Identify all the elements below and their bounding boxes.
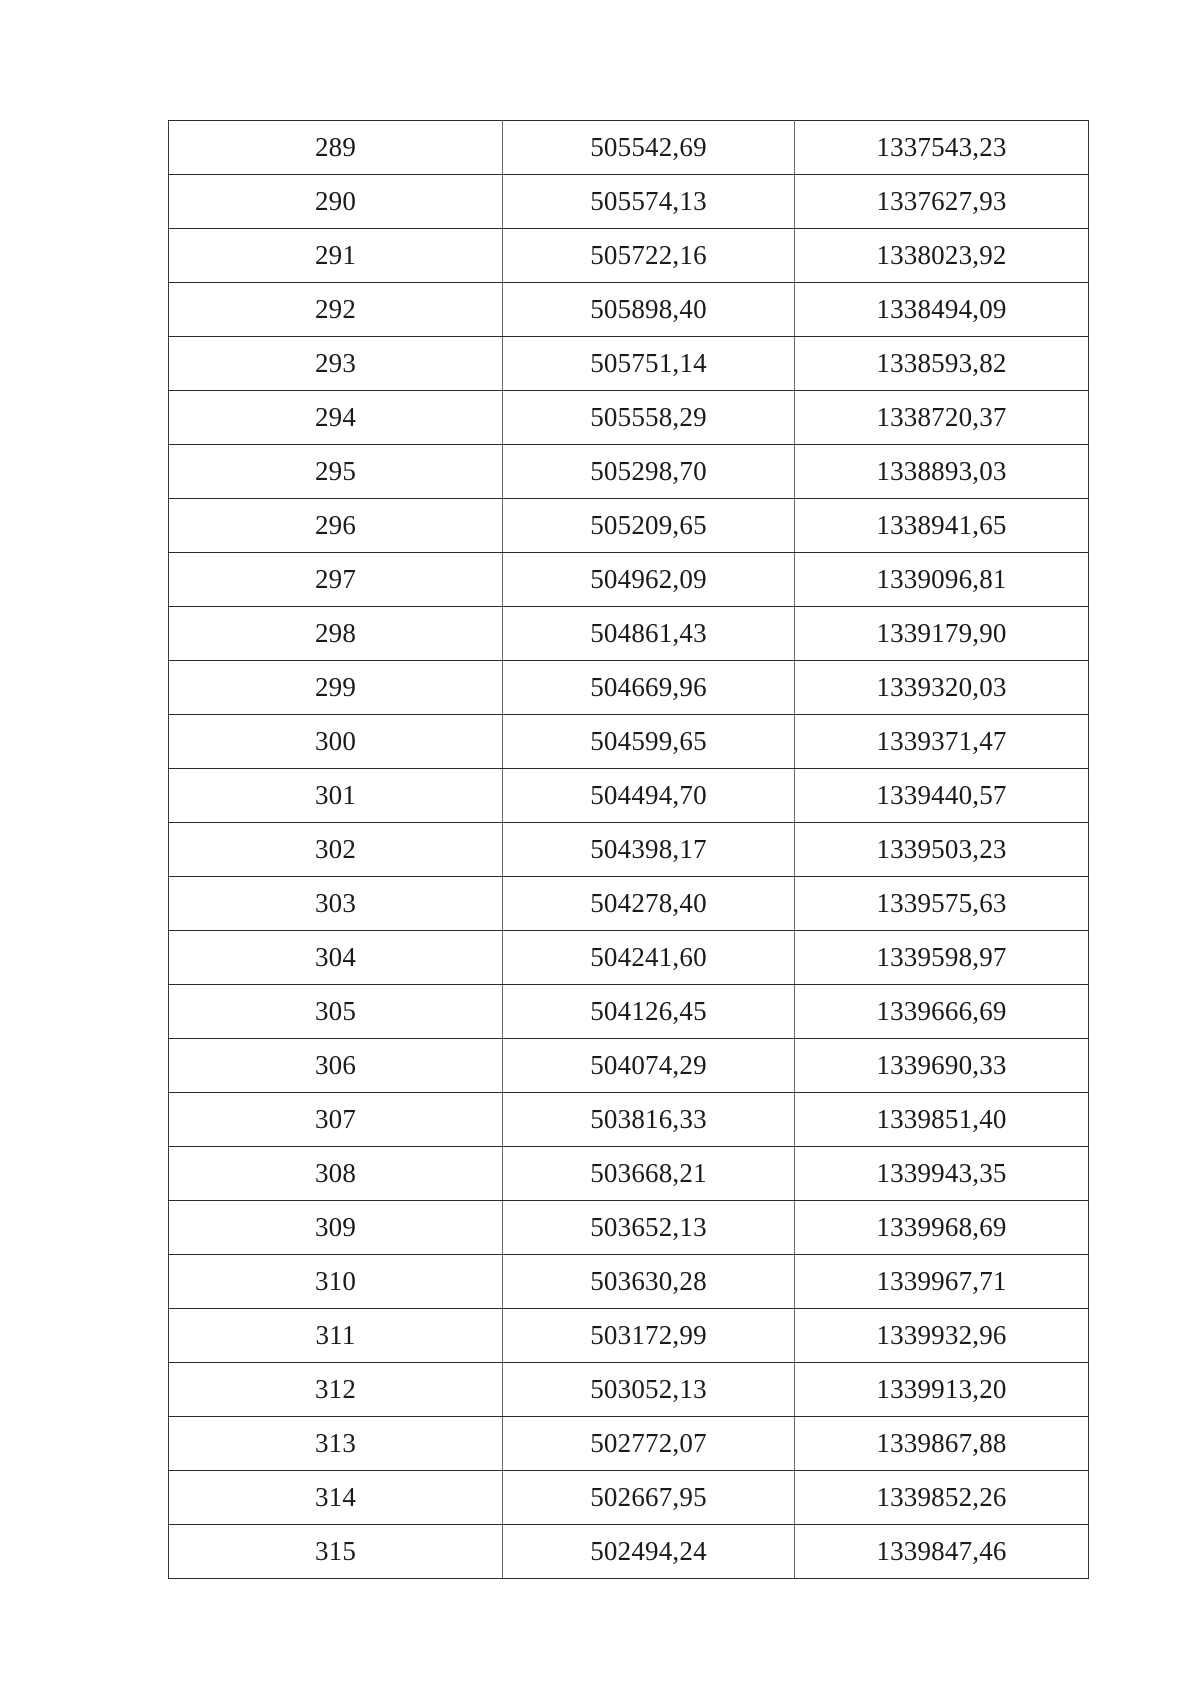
point-number-cell: 289: [169, 121, 503, 175]
y-coordinate-cell: 1338593,82: [795, 337, 1089, 391]
coordinates-table-body: [169, 121, 1089, 1579]
y-coordinate-cell: 1339867,88: [795, 1417, 1089, 1471]
table-row: [169, 499, 1089, 553]
table-row: [169, 337, 1089, 391]
x-coordinate-cell: 503052,13: [503, 1363, 795, 1417]
table-row: [169, 823, 1089, 877]
point-number-cell: 305: [169, 985, 503, 1039]
x-coordinate-cell: 502772,07: [503, 1417, 795, 1471]
y-coordinate-cell: 1339967,71: [795, 1255, 1089, 1309]
y-coordinate-cell: 1339913,20: [795, 1363, 1089, 1417]
point-number-cell: 307: [169, 1093, 503, 1147]
table-row: [169, 283, 1089, 337]
table-row: [169, 391, 1089, 445]
y-coordinate-cell: 1339932,96: [795, 1309, 1089, 1363]
y-coordinate-cell: 1338720,37: [795, 391, 1089, 445]
table-row: [169, 1201, 1089, 1255]
point-number-cell: 300: [169, 715, 503, 769]
point-number-cell: 310: [169, 1255, 503, 1309]
point-number-cell: 302: [169, 823, 503, 877]
y-coordinate-cell: 1339440,57: [795, 769, 1089, 823]
table-row: [169, 877, 1089, 931]
x-coordinate-cell: 505751,14: [503, 337, 795, 391]
point-number-cell: 313: [169, 1417, 503, 1471]
y-coordinate-cell: 1339847,46: [795, 1525, 1089, 1579]
table-row: [169, 1525, 1089, 1579]
x-coordinate-cell: 504241,60: [503, 931, 795, 985]
y-coordinate-cell: 1339179,90: [795, 607, 1089, 661]
x-coordinate-cell: 503172,99: [503, 1309, 795, 1363]
point-number-cell: 291: [169, 229, 503, 283]
table-row: [169, 553, 1089, 607]
x-coordinate-cell: 505209,65: [503, 499, 795, 553]
point-number-cell: 315: [169, 1525, 503, 1579]
y-coordinate-cell: 1338494,09: [795, 283, 1089, 337]
point-number-cell: 314: [169, 1471, 503, 1525]
x-coordinate-cell: 505898,40: [503, 283, 795, 337]
point-number-cell: 311: [169, 1309, 503, 1363]
point-number-cell: 308: [169, 1147, 503, 1201]
y-coordinate-cell: 1339598,97: [795, 931, 1089, 985]
x-coordinate-cell: 504494,70: [503, 769, 795, 823]
point-number-cell: 297: [169, 553, 503, 607]
point-number-cell: 298: [169, 607, 503, 661]
table-row: [169, 175, 1089, 229]
table-row: [169, 1363, 1089, 1417]
table-row: [169, 931, 1089, 985]
y-coordinate-cell: 1338023,92: [795, 229, 1089, 283]
y-coordinate-cell: 1339851,40: [795, 1093, 1089, 1147]
y-coordinate-cell: 1339690,33: [795, 1039, 1089, 1093]
point-number-cell: 306: [169, 1039, 503, 1093]
table-row: [169, 445, 1089, 499]
x-coordinate-cell: 504599,65: [503, 715, 795, 769]
point-number-cell: 293: [169, 337, 503, 391]
y-coordinate-cell: 1339503,23: [795, 823, 1089, 877]
x-coordinate-cell: 504074,29: [503, 1039, 795, 1093]
table-row: [169, 715, 1089, 769]
x-coordinate-cell: 503630,28: [503, 1255, 795, 1309]
table-row: [169, 1309, 1089, 1363]
x-coordinate-cell: 505574,13: [503, 175, 795, 229]
x-coordinate-cell: 504669,96: [503, 661, 795, 715]
x-coordinate-cell: 505298,70: [503, 445, 795, 499]
table-row: [169, 1093, 1089, 1147]
x-coordinate-cell: 504398,17: [503, 823, 795, 877]
point-number-cell: 292: [169, 283, 503, 337]
y-coordinate-cell: 1337543,23: [795, 121, 1089, 175]
point-number-cell: 296: [169, 499, 503, 553]
point-number-cell: 312: [169, 1363, 503, 1417]
y-coordinate-cell: 1339371,47: [795, 715, 1089, 769]
x-coordinate-cell: 505542,69: [503, 121, 795, 175]
point-number-cell: 294: [169, 391, 503, 445]
point-number-cell: 299: [169, 661, 503, 715]
y-coordinate-cell: 1339852,26: [795, 1471, 1089, 1525]
x-coordinate-cell: 504278,40: [503, 877, 795, 931]
x-coordinate-cell: 504962,09: [503, 553, 795, 607]
x-coordinate-cell: 504126,45: [503, 985, 795, 1039]
x-coordinate-cell: 502667,95: [503, 1471, 795, 1525]
y-coordinate-cell: 1339320,03: [795, 661, 1089, 715]
point-number-cell: 295: [169, 445, 503, 499]
table-row: [169, 1471, 1089, 1525]
point-number-cell: 301: [169, 769, 503, 823]
point-number-cell: 290: [169, 175, 503, 229]
y-coordinate-cell: 1339943,35: [795, 1147, 1089, 1201]
table-row: [169, 1255, 1089, 1309]
y-coordinate-cell: 1338893,03: [795, 445, 1089, 499]
y-coordinate-cell: 1339096,81: [795, 553, 1089, 607]
point-number-cell: 303: [169, 877, 503, 931]
table-row: [169, 769, 1089, 823]
table-row: [169, 985, 1089, 1039]
point-number-cell: 304: [169, 931, 503, 985]
x-coordinate-cell: 503816,33: [503, 1093, 795, 1147]
table-row: [169, 1147, 1089, 1201]
y-coordinate-cell: 1337627,93: [795, 175, 1089, 229]
y-coordinate-cell: 1339575,63: [795, 877, 1089, 931]
y-coordinate-cell: 1338941,65: [795, 499, 1089, 553]
table-row: [169, 1039, 1089, 1093]
table-row: [169, 661, 1089, 715]
x-coordinate-cell: 505558,29: [503, 391, 795, 445]
x-coordinate-cell: 502494,24: [503, 1525, 795, 1579]
x-coordinate-cell: 505722,16: [503, 229, 795, 283]
table-row: [169, 607, 1089, 661]
x-coordinate-cell: 503668,21: [503, 1147, 795, 1201]
y-coordinate-cell: 1339666,69: [795, 985, 1089, 1039]
coordinates-table: [168, 120, 1089, 1579]
x-coordinate-cell: 503652,13: [503, 1201, 795, 1255]
table-row: [169, 121, 1089, 175]
table-row: [169, 229, 1089, 283]
x-coordinate-cell: 504861,43: [503, 607, 795, 661]
y-coordinate-cell: 1339968,69: [795, 1201, 1089, 1255]
point-number-cell: 309: [169, 1201, 503, 1255]
table-row: [169, 1417, 1089, 1471]
